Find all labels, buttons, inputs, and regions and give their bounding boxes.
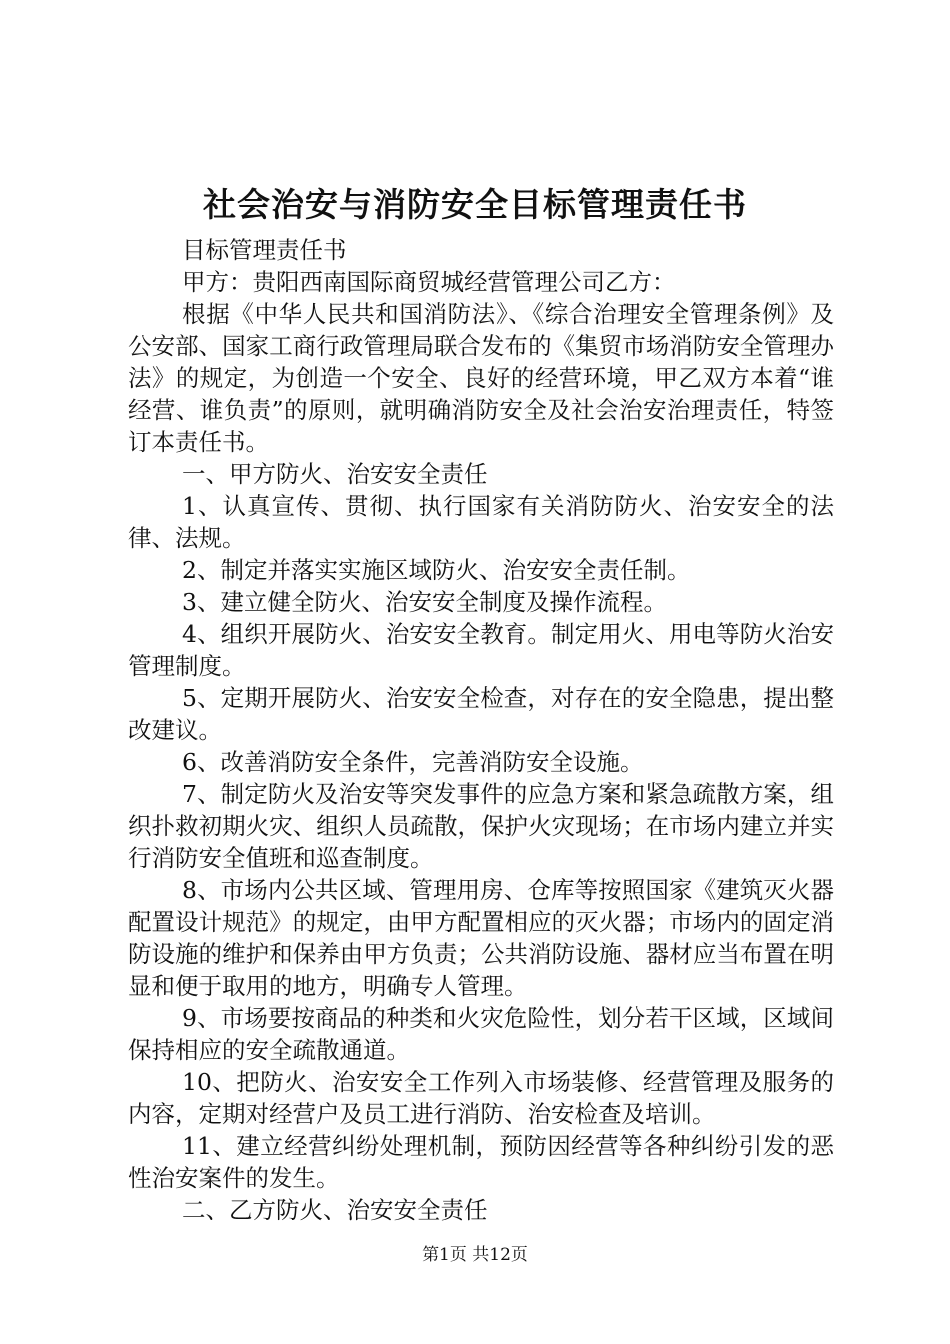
- section-heading: 一、甲方防火、治安安全责任: [182, 460, 488, 488]
- paragraph: 11、建立经营纠纷处理机制，预防因经营等各种纠纷引发的恶性治安案件的发生。: [128, 1132, 834, 1192]
- document-body: [128, 234, 834, 1226]
- paragraph: 3、建立健全防火、治安安全制度及操作流程。: [182, 588, 667, 616]
- paragraph: 9、市场要按商品的种类和火灾危险性，划分若干区域，区域间保持相应的安全疏散通道。: [128, 1004, 834, 1064]
- paragraph: 甲方：贵阳西南国际商贸城经营管理公司乙方：: [182, 268, 676, 296]
- document-title: 社会治安与消防安全目标管理责任书: [203, 185, 747, 224]
- paragraph: 1、认真宣传、贯彻、执行国家有关消防防火、治安安全的法律、法规。: [128, 492, 834, 552]
- section-heading: 二、乙方防火、治安安全责任: [182, 1196, 488, 1224]
- page-total: 共12页: [472, 1245, 528, 1265]
- paragraph: 4、组织开展防火、治安安全教育。制定用火、用电等防火治安管理制度。: [128, 620, 834, 680]
- paragraph: 10、把防火、治安安全工作列入市场装修、经营管理及服务的内容，定期对经营户及员工进行消防、治安检查及培训。: [128, 1068, 834, 1128]
- page-footer: [0, 1244, 950, 1266]
- paragraph: 根据《中华人民共和国消防法》、《综合治理安全管理条例》及公安部、国家工商行政管理局联合发布的《集贸市场消防安全管理办法》的规定，为创造一个安全、良好的经营环境，甲乙双方本着“谁经营、谁负责”的原则，就明确消防安全及社会治安治理责任，特签订本责任书。: [128, 300, 834, 456]
- paragraph: 8、市场内公共区域、管理用房、仓库等按照国家《建筑灭火器配置设计规范》的规定，由甲方配置相应的灭火器；市场内的固定消防设施的维护和保养由甲方负责；公共消防设施、器材应当布置在明显和便于取用的地方，明确专人管理。: [128, 876, 834, 1000]
- paragraph: 5、定期开展防火、治安安全检查，对存在的安全隐患，提出整改建议。: [128, 684, 834, 744]
- paragraph: 目标管理责任书: [182, 236, 347, 264]
- paragraph: 6、改善消防安全条件，完善消防安全设施。: [182, 748, 644, 776]
- paragraph: 7、制定防火及治安等突发事件的应急方案和紧急疏散方案，组织扑救初期火灾、组织人员疏散，保护火灾现场；在市场内建立并实行消防安全值班和巡查制度。: [128, 780, 834, 872]
- page-number: 第1页: [422, 1245, 467, 1265]
- paragraph: 2、制定并落实实施区域防火、治安安全责任制。: [182, 556, 691, 584]
